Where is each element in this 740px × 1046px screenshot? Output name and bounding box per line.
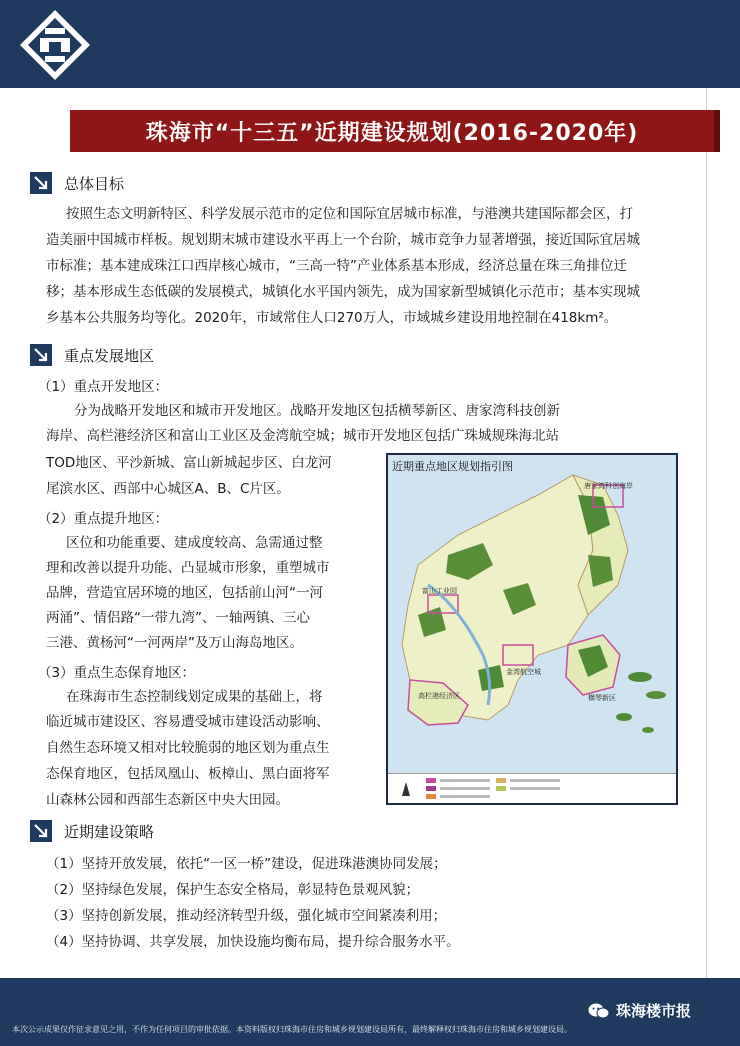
- body-line: 在珠海市生态控制线划定成果的基础上，将: [66, 689, 323, 705]
- map-label: 富山工业园: [422, 587, 457, 595]
- page-title: 珠海市“十三五”近期建设规划(2016-2020年): [70, 110, 714, 152]
- strategy-item: （2）坚持绿色发展，保护生态安全格局，彰显特色景观风貌；: [46, 882, 420, 898]
- body-line: 三港、黄杨河“一河两岸”及万山海岛地区。: [46, 635, 303, 651]
- section-title: 重点发展地区: [64, 346, 155, 365]
- legend-swatches: [388, 774, 676, 804]
- section-heading-goal: [30, 172, 124, 194]
- body-line: 山森林公园和西部生态新区中央大田园。: [46, 792, 289, 808]
- body-line: 海岸、高栏港经济区和富山工业区及金湾航空城；城市开发地区包括广珠城规珠海北站: [46, 428, 559, 444]
- body-line: 区位和功能重要、建成度较高、急需通过整: [66, 535, 323, 551]
- section-title: 总体目标: [64, 174, 125, 193]
- planning-map: [386, 453, 678, 805]
- section-heading-strategy: [30, 820, 154, 842]
- logo-emblem: [18, 8, 92, 82]
- subsection-label: （3）重点生态保育地区：: [38, 665, 196, 681]
- goal-line: 移；基本形成生态低碳的发展模式，城镇化水平国内领先，成为国家新型城镇化示范市；基本实现城: [46, 284, 640, 300]
- body-line: 自然生态环境又相对比较脆弱的地区划为重点生: [46, 740, 330, 756]
- section-title: 近期建设策略: [64, 822, 155, 841]
- page-right-rule: [706, 88, 707, 978]
- map-label: 横琴新区: [588, 694, 616, 702]
- goal-line: 市标准；基本建成珠江口西岸核心城市，“三高一特”产业体系基本形成，经济总量在珠三角排位迁: [46, 258, 627, 274]
- map-title: 近期重点地区规划指引图: [392, 460, 513, 473]
- body-line: 尾滨水区、西部中心城区A、B、C片区。: [46, 481, 290, 497]
- wechat-icon: [588, 1002, 610, 1020]
- body-line: 两涌”、情侣路“一带九湾”、一轴两镇、三心: [46, 610, 310, 626]
- map-graphic: [388, 455, 676, 773]
- body-line: TOD地区、平沙新城、富山新城起步区、白龙河: [46, 455, 332, 471]
- map-label: 高栏港经济区: [418, 692, 460, 700]
- strategy-item: （1）坚持开放发展，依托“一区一桥”建设，促进珠港澳协同发展；: [46, 856, 447, 872]
- subsection-label: （2）重点提升地区：: [38, 511, 169, 527]
- footer-brand: [588, 1000, 691, 1021]
- body-line: 临近城市建设区、容易遭受城市建设活动影响、: [46, 714, 330, 730]
- map-label: 唐家湾科创海岸: [584, 482, 633, 490]
- strategy-item: （4）坚持协调、共享发展，加快设施均衡布局，提升综合服务水平。: [46, 934, 460, 950]
- strategy-item: （3）坚持创新发展，推动经济转型升级，强化城市空间紧凑利用；: [46, 908, 447, 924]
- body-line: 理和改善以提升功能、凸显城市形象，重塑城市: [46, 560, 330, 576]
- goal-line: 按照生态文明新特区、科学发展示范市的定位和国际宜居城市标准，与港澳共建国际都会区，打: [66, 206, 633, 222]
- header-band: [0, 0, 740, 88]
- body-line: 分为战略开发地区和城市开发地区。战略开发地区包括横琴新区、唐家湾科技创新: [74, 403, 560, 419]
- arrow-diagonal-icon: [30, 344, 52, 366]
- body-line: 态保育地区，包括凤凰山、板樟山、黑白面将军: [46, 766, 330, 782]
- arrow-diagonal-icon: [30, 820, 52, 842]
- brand-name: 珠海楼市报: [616, 1002, 692, 1020]
- goal-line: 乡基本公共服务均等化。2020年，市域常住人口270万人，市域城乡建设用地控制在418km²。: [46, 310, 618, 326]
- goal-line: 造美丽中国城市样板。规划期末城市建设水平再上一个台阶，城市竞争力显著增强，接近国际宜居城: [46, 232, 640, 248]
- map-label: 金湾航空城: [506, 668, 541, 676]
- section-heading-key-areas: [30, 344, 154, 366]
- footer-disclaimer: 本次公示成果仅作征求意见之用，不作为任何项目的审批依据。本资料版权归珠海市住房和城乡规划建设局所有，最终解释权归珠海市住房和城乡规划建设局。: [12, 1025, 572, 1034]
- body-line: 品牌，营造宜居环境的地区，包括前山河“一河: [46, 585, 323, 601]
- map-legend: [388, 773, 676, 803]
- arrow-diagonal-icon: [30, 172, 52, 194]
- subsection-label: （1）重点开发地区：: [38, 379, 169, 395]
